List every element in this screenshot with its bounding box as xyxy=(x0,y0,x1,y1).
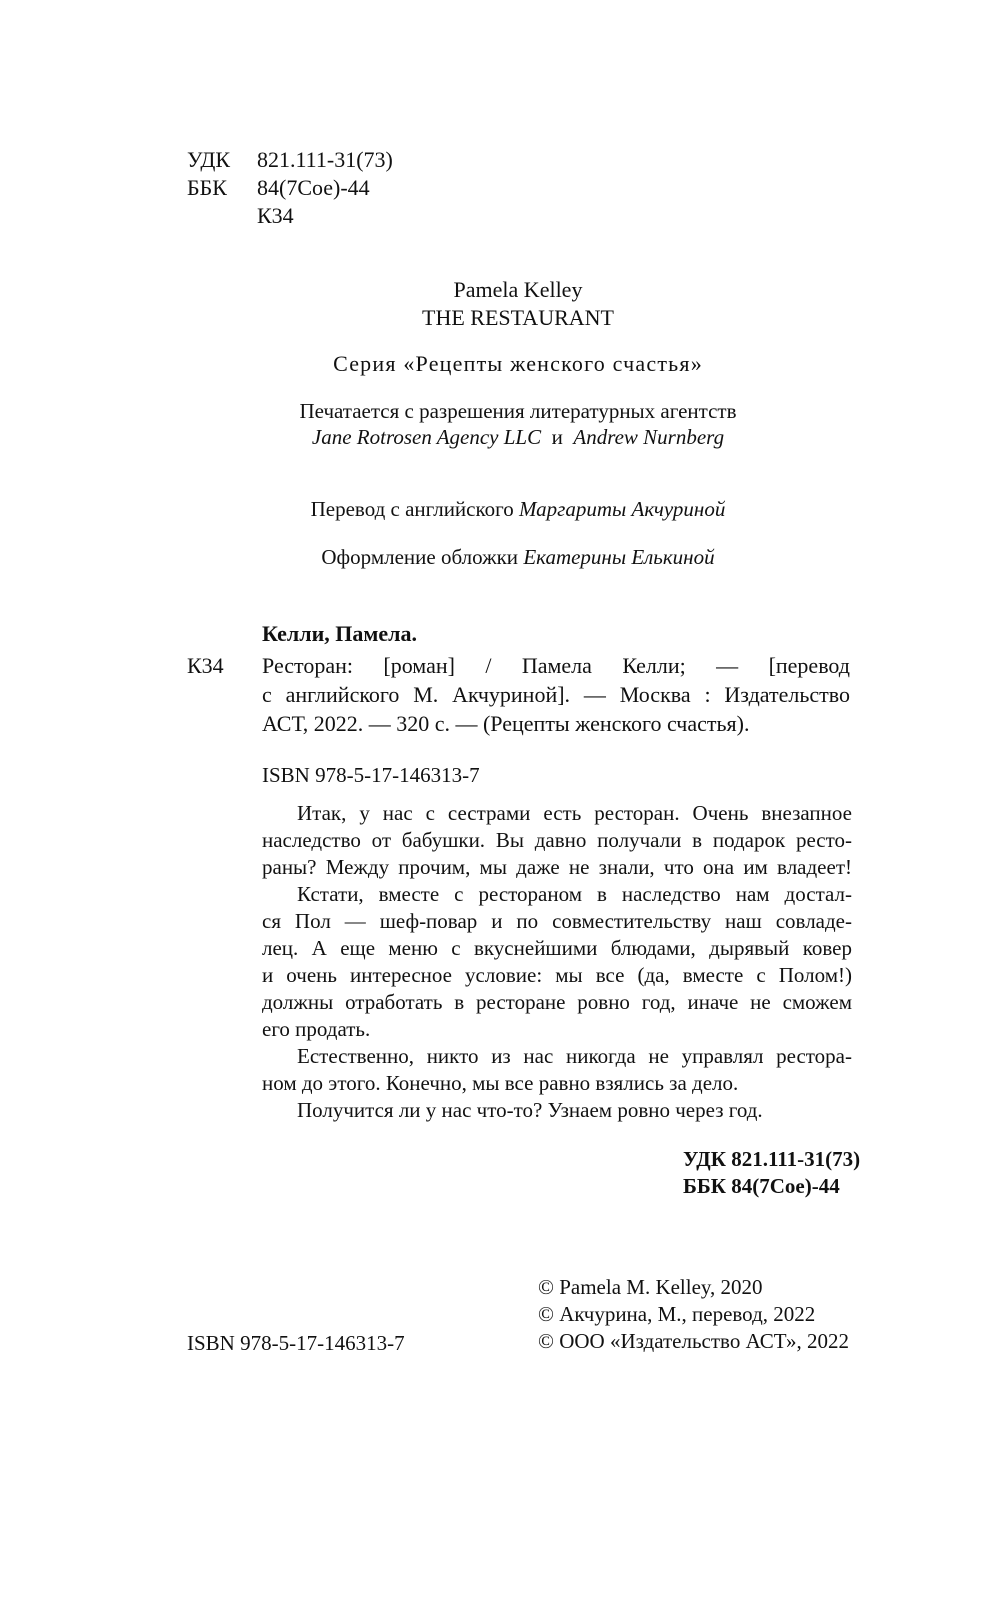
bbk-label: ББК xyxy=(187,175,227,200)
agency-rotrosen: Jane Rotrosen Agency LLC xyxy=(311,425,542,449)
translation-line xyxy=(0,496,1000,523)
annotation-line-11: ном до этого. Конечно, мы все равно взялись за дело. xyxy=(262,1071,739,1095)
annotation-line-10: Естественно, никто из нас никогда не управлял ресторa- xyxy=(297,1044,852,1068)
permission-line: Печатается с разрешения литературных агентств xyxy=(299,399,737,423)
catalog-isbn: ISBN 978-5-17-146313-7 xyxy=(262,763,480,787)
annotation-line-1: Итак, у нас с сестрами есть ресторан. Очень внезапное xyxy=(297,801,852,825)
bbk-line xyxy=(187,174,370,202)
annotation-line-6: лец. А еще меню с вкуснейшими блюдами, дырявый ковер xyxy=(262,936,852,960)
annotation-line-3: раны? Между прочим, мы даже не знали, что она им владеет! xyxy=(262,855,852,879)
cover-label: Оформление обложки xyxy=(321,545,519,569)
catalog-heading: Келли, Памела. xyxy=(262,621,417,646)
cover-designer-name: Екатерины Елькиной xyxy=(523,545,715,569)
agency-nurnberg: Andrew Nurnberg xyxy=(573,425,725,449)
annotation-line-12: Получится ли у нас что-то? Узнаем ровно через год. xyxy=(297,1098,763,1122)
annotation-line-2: наследство от бабушки. Вы давно получали в подарок ресто- xyxy=(262,828,852,852)
series-line: Серия «Рецепты женского счастья» xyxy=(333,351,703,376)
original-title: THE RESTAURANT xyxy=(422,305,614,330)
footer-udk: УДК 821.111-31(73) xyxy=(683,1147,861,1171)
copyright-line-1: © Pamela M. Kelley, 2020 xyxy=(538,1275,763,1299)
annotation-line-5: ся Пол — шеф-повар и по совместительству наш совладе- xyxy=(262,909,852,933)
annotation-line-8: должны отработать в ресторане ровно год, иначе не сможем xyxy=(262,990,852,1014)
agency-conjunction: и xyxy=(551,425,563,449)
annotation-line-7: и очень интересное условие: мы все (да, вместе с Полом!) xyxy=(262,963,852,987)
catalog-entry-line-2: с английского М. Акчуриной]. — Москва : Издательство xyxy=(262,682,850,707)
catalog-entry-line-1: Ресторан: [роман] / Памела Келли; — [перевод xyxy=(262,653,850,678)
udk-value: 821.111-31(73) xyxy=(257,147,393,172)
udk-line xyxy=(187,146,393,174)
udk-label: УДК xyxy=(187,147,231,172)
original-author: Pamela Kelley xyxy=(453,277,583,302)
author-mark: К34 xyxy=(257,203,294,228)
annotation-line-4: Кстати, вместе с рестораном в наследство нам достал- xyxy=(297,882,852,906)
footer-bbk: ББК 84(7Сое)-44 xyxy=(683,1174,840,1198)
copyright-line-3: © ООО «Издательство АСТ», 2022 xyxy=(538,1329,849,1353)
translation-label: Перевод с английского xyxy=(310,497,514,521)
catalog-entry-line-3: АСТ, 2022. — 320 с. — (Рецепты женского счастья). xyxy=(262,711,750,736)
agencies-line xyxy=(0,424,1000,451)
translator-name: Маргариты Акчуриной xyxy=(518,497,726,521)
catalog-mark: К34 xyxy=(187,653,224,678)
bbk-value: 84(7Сое)-44 xyxy=(257,175,370,200)
cover-design-line xyxy=(0,544,1000,571)
isbn-bottom: ISBN 978-5-17-146313-7 xyxy=(187,1331,405,1355)
copyright-line-2: © Акчурина, М., перевод, 2022 xyxy=(538,1302,816,1326)
annotation-line-9: его продать. xyxy=(262,1017,371,1041)
